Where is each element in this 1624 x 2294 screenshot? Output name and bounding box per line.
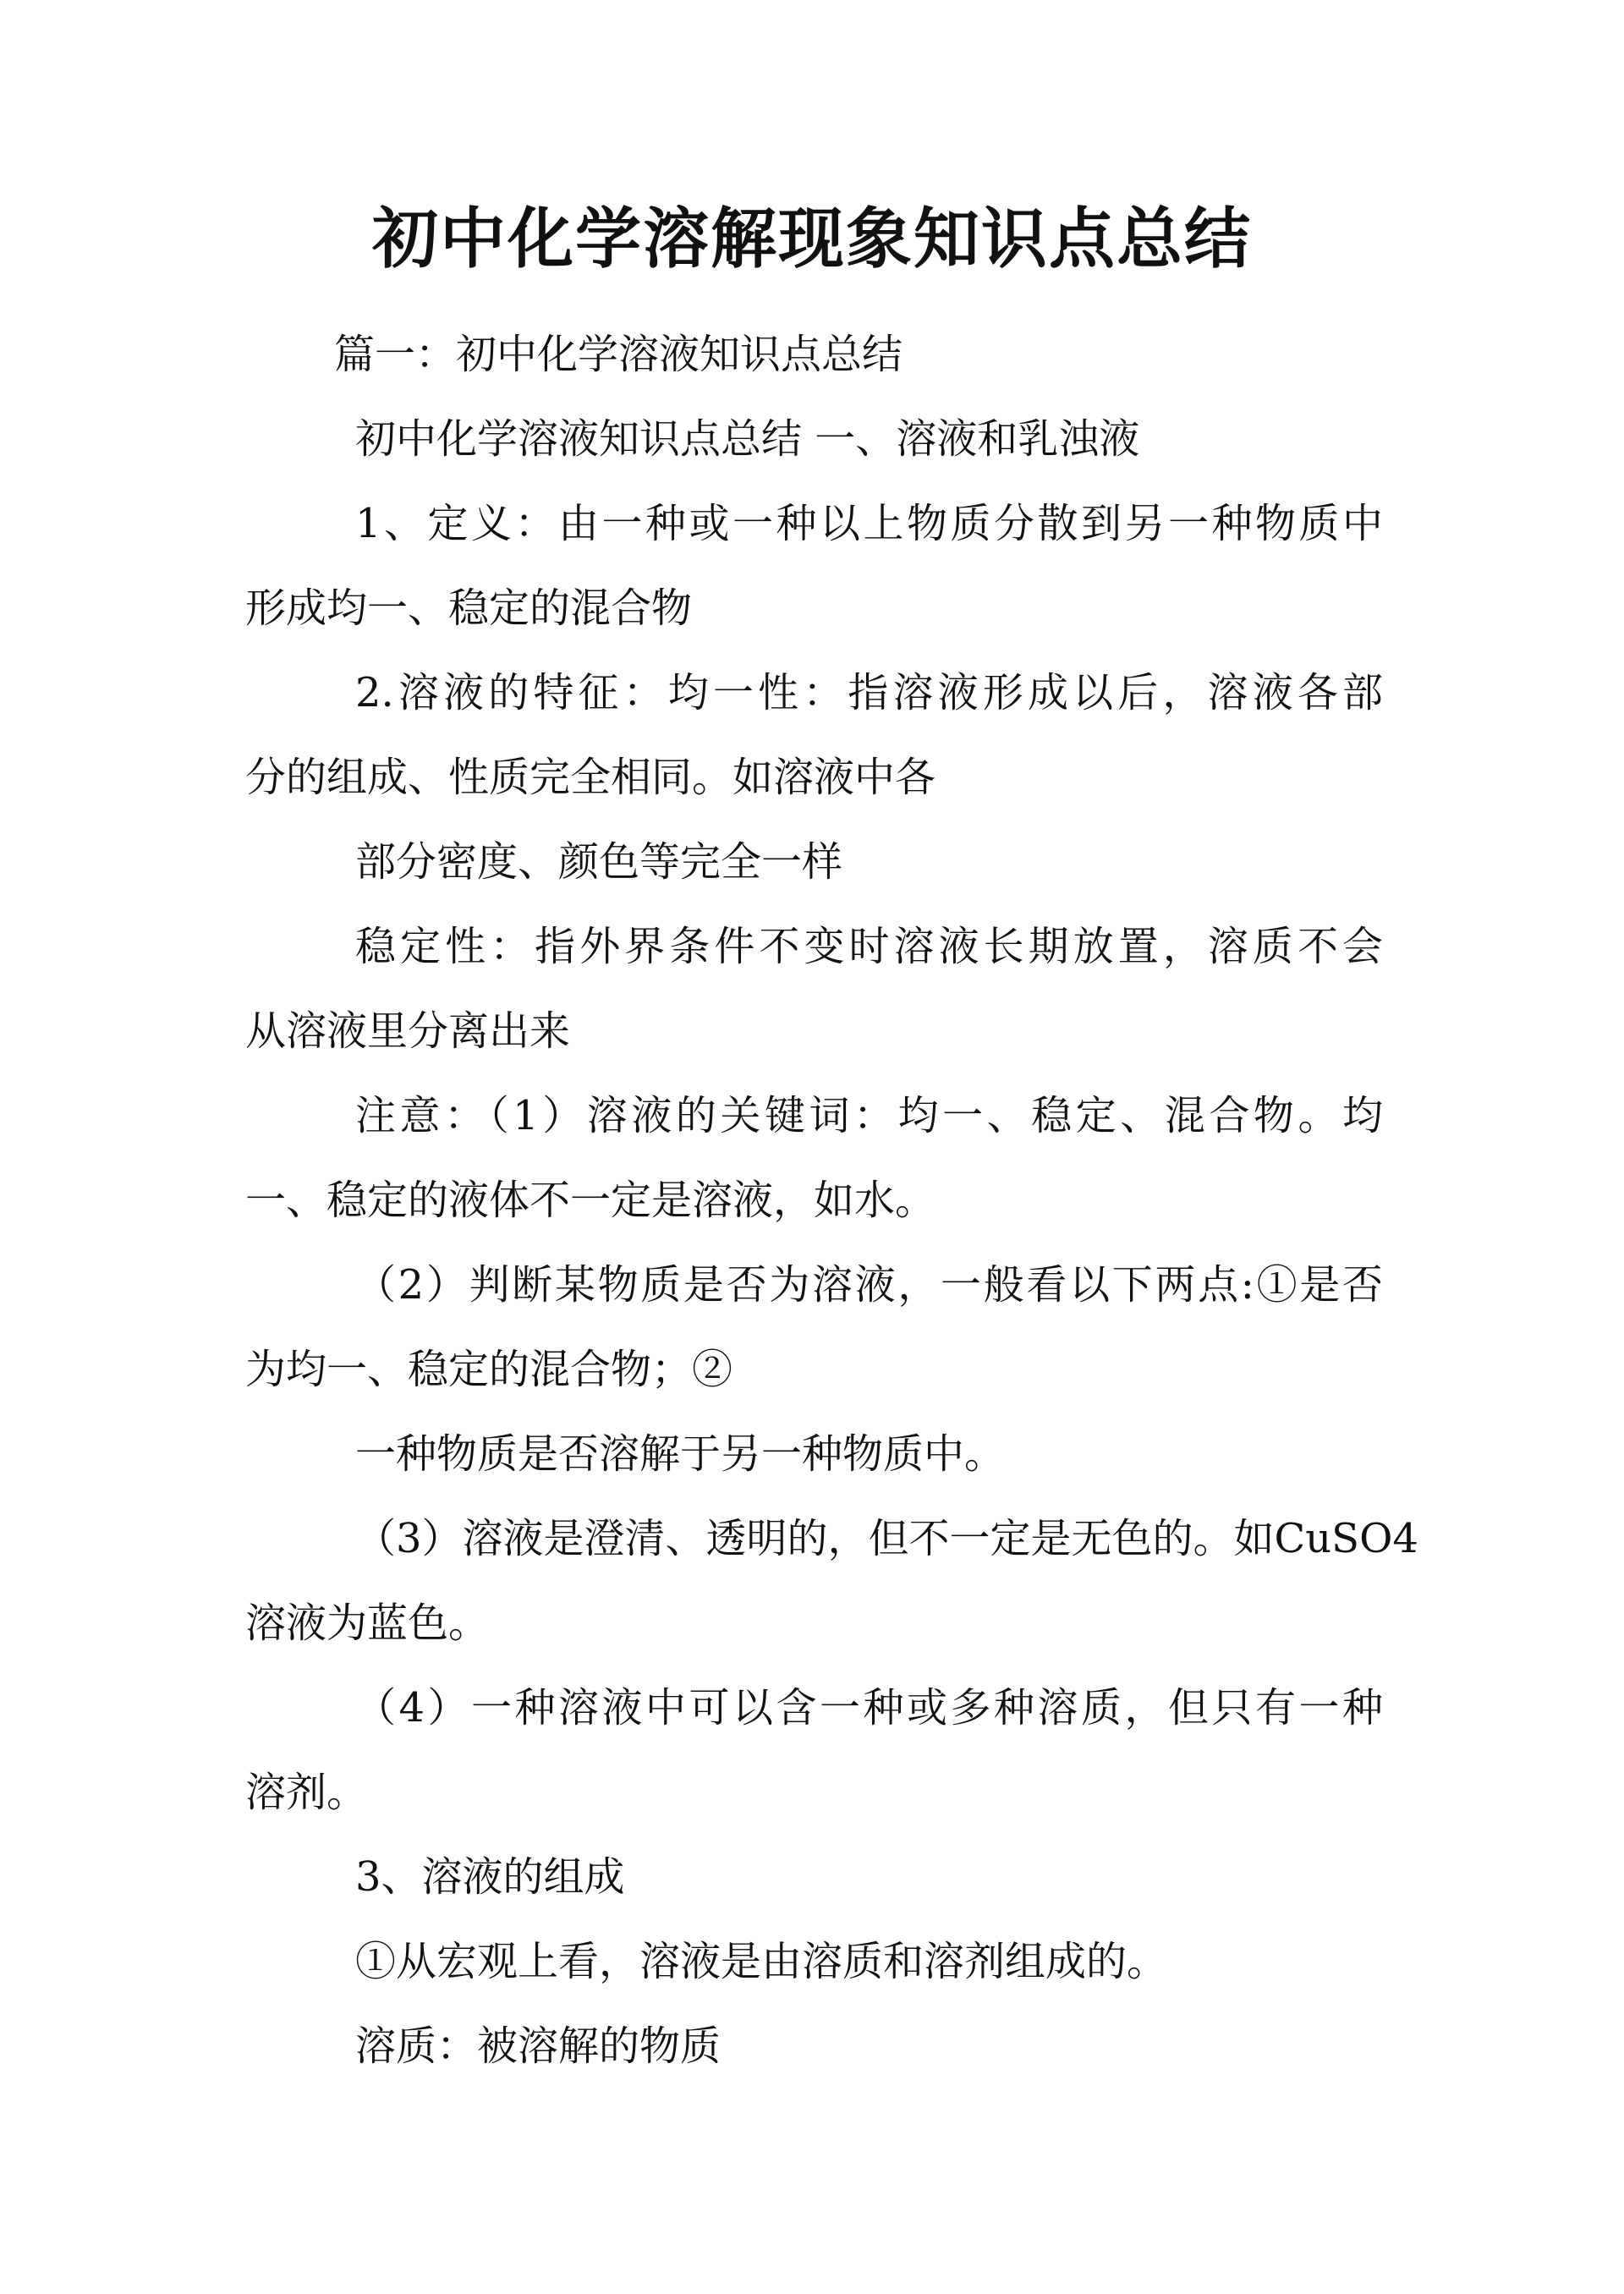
text-line-4: 形成均一、稳定的混合物 bbox=[245, 584, 693, 632]
text-line-9: 从溶液里分离出来 bbox=[245, 1007, 571, 1055]
text-line-7: 部分密度、颜色等完全一样 bbox=[355, 838, 843, 886]
document-title: 初中化学溶解现象知识点总结 bbox=[371, 200, 1252, 277]
text-line-19: 3、溶液的组成 bbox=[355, 1853, 625, 1901]
text-line-15: （3）溶液是澄清、透明的，但不一定是无色的。如CuSO4 bbox=[355, 1515, 1418, 1562]
text-line-17: （4）一种溶液中可以含一种或多种溶质，但只有一种 bbox=[355, 1684, 1383, 1731]
text-line-1: 篇一：初中化学溶液知识点总结 bbox=[334, 331, 903, 378]
text-line-6: 分的组成、性质完全相同。如溶液中各 bbox=[245, 754, 936, 801]
text-line-10: 注意：（1）溶液的关键词：均一、稳定、混合物。均 bbox=[355, 1092, 1383, 1139]
text-line-5: 2.溶液的特征：均一性：指溶液形成以后，溶液各部 bbox=[355, 669, 1383, 716]
text-line-20: ①从宏观上看，溶液是由溶质和溶剂组成的。 bbox=[355, 1938, 1168, 1985]
text-line-2: 初中化学溶液知识点总结 一、溶液和乳浊液 bbox=[355, 415, 1140, 463]
text-line-21: 溶质：被溶解的物质 bbox=[355, 2022, 721, 2070]
text-line-16: 溶液为蓝色。 bbox=[245, 1600, 490, 1647]
text-line-14: 一种物质是否溶解于另一种物质中。 bbox=[355, 1430, 1006, 1478]
text-line-13: 为均一、稳定的混合物；② bbox=[245, 1346, 733, 1393]
text-line-12: （2）判断某物质是否为溶液，一般看以下两点:①是否 bbox=[355, 1261, 1383, 1309]
text-line-11: 一、稳定的液体不一定是溶液，如水。 bbox=[245, 1177, 936, 1224]
text-line-8: 稳定性：指外界条件不变时溶液长期放置，溶质不会 bbox=[355, 923, 1383, 970]
text-line-3: 1、定义：由一种或一种以上物质分散到另一种物质中 bbox=[355, 500, 1383, 547]
text-line-18: 溶剂。 bbox=[245, 1769, 368, 1816]
